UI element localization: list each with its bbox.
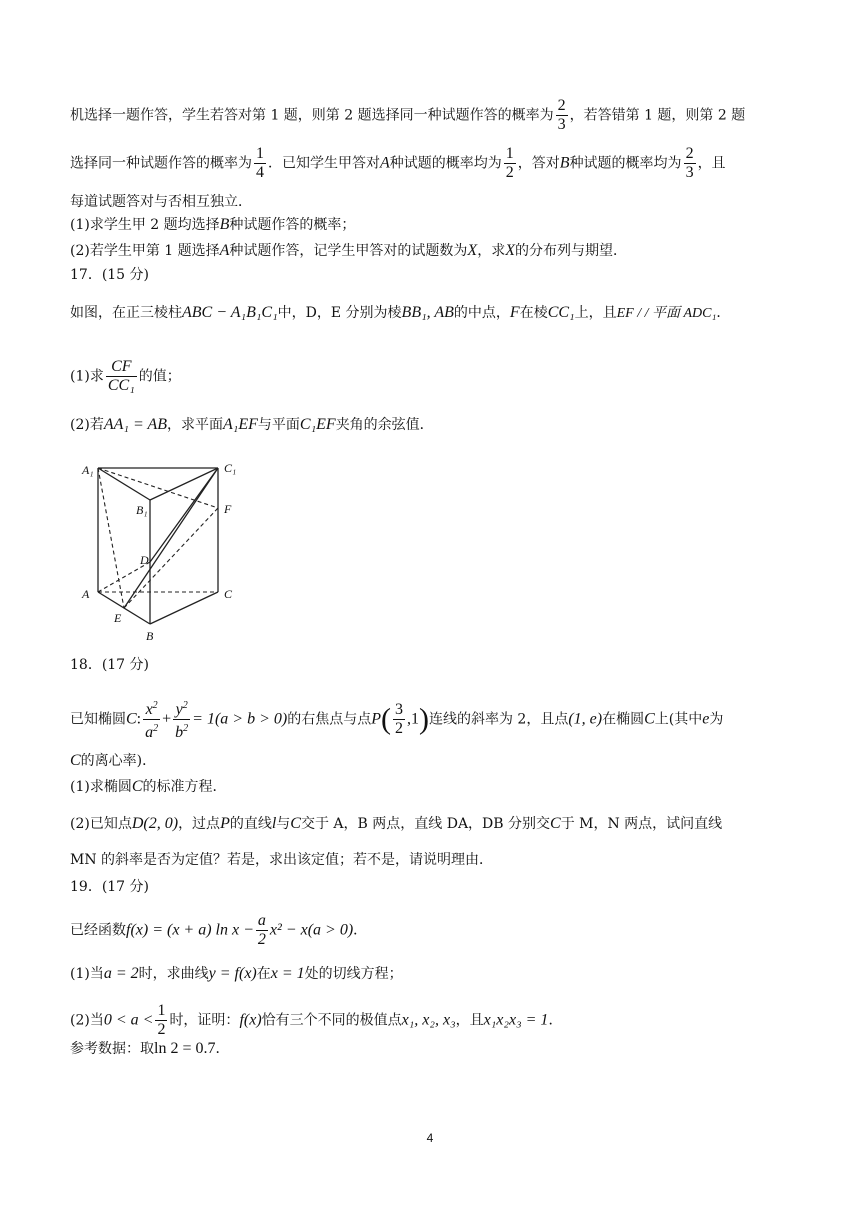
q18-stem-cont	[70, 751, 156, 771]
numerator: 3	[394, 701, 403, 718]
var: P	[220, 815, 230, 832]
q19-heading: 19．(17 分)	[70, 879, 150, 895]
value: ln 2 = 0.7	[154, 1040, 216, 1057]
var: A	[380, 154, 390, 172]
parallel: EF / / 平面 ADC₁	[616, 306, 717, 321]
coord: ,1	[406, 710, 419, 728]
q18-part-2	[70, 814, 722, 834]
text: ，若答错第 1 题，则第 2 题	[569, 107, 746, 124]
function: f(x) = (x + a) ln x −	[126, 921, 254, 939]
product: x₁x₂x₃ = 1	[483, 1011, 549, 1029]
line-a1e	[98, 468, 124, 608]
text: 选择同一种试题作答的概率为	[70, 155, 252, 172]
q18-heading: 18．(17 分)	[70, 657, 150, 673]
condition: a = 2	[103, 965, 139, 982]
fraction	[106, 358, 137, 395]
numerator: CF	[106, 358, 137, 377]
q16-part-2	[70, 241, 627, 261]
text: 与平面	[257, 417, 300, 433]
fraction: $\frac{y^2}{b^2}$	[173, 697, 190, 742]
text: 处的切线方程；	[304, 966, 403, 982]
line-ef	[124, 508, 218, 608]
numerator: a	[257, 912, 266, 929]
text: ．	[716, 305, 731, 321]
text: 夹角的余弦值．	[335, 417, 434, 433]
q19-part-1	[70, 964, 403, 984]
var: C	[131, 778, 143, 795]
plane: A₁EF	[223, 416, 258, 433]
q16-part-1	[70, 215, 355, 235]
text: 在椭圆	[602, 711, 645, 728]
var: X	[505, 242, 515, 259]
text: 种试题的概率均为	[389, 155, 502, 172]
edge-bc	[150, 592, 218, 624]
text: 中，D，E 分别为棱	[277, 305, 402, 321]
points: x₁, x₂, x₃	[401, 1011, 456, 1029]
condition: x = 1	[270, 965, 305, 982]
text: 种试题作答，记学生甲答对的试题数为	[229, 243, 468, 259]
text: (1)求	[70, 368, 104, 385]
text: ，过点	[178, 816, 221, 832]
text: (1)当	[70, 966, 104, 982]
edges: BB₁, AB	[401, 304, 454, 321]
fraction	[684, 145, 696, 182]
text: ，且	[697, 155, 726, 172]
text: 的右焦点与点	[287, 711, 372, 728]
prism: ABC − A₁B₁C₁	[182, 304, 278, 321]
q16-line-3: 每道试题答对与否相互独立．	[70, 194, 252, 210]
var: C	[550, 815, 561, 832]
var: C	[644, 710, 655, 728]
text: ，答对	[517, 155, 560, 172]
text: 时，证明：	[169, 1012, 240, 1029]
var: X	[467, 242, 478, 259]
var: B	[559, 154, 570, 172]
q18-stem: 已知椭圆C: $\frac{x^2}{a^2}$ + $\frac{y^2}{b^2}$ = 1(a > b > 0)的右焦点与点P( $\frac{3}{2}$ ,1)连线的斜率为 2，且点(1, e)在椭圆C上(其中e为	[70, 697, 723, 742]
q18-part-2-cont: MN 的斜率是否为定值？若是，求出该定值；若不是，请说明理由．	[70, 852, 494, 868]
text: 种试题作答的概率；	[229, 217, 356, 233]
edge: CC₁	[547, 304, 575, 321]
text: 的标准方程．	[142, 779, 227, 795]
denominator: 3	[557, 116, 566, 133]
ellipse-condition: = 1(a > b > 0)	[192, 710, 288, 728]
q17-stem	[70, 303, 730, 324]
text: 的离心率)．	[80, 753, 157, 769]
label-a: A	[82, 587, 90, 601]
label-a1: A₁	[82, 463, 94, 477]
q17-part-1	[70, 358, 181, 395]
text: 的分布列与期望．	[514, 243, 627, 259]
var: F	[509, 304, 520, 321]
point: (1, e)	[568, 710, 603, 728]
text: ．	[353, 922, 368, 939]
numerator: 2	[557, 97, 566, 114]
text: (1)求学生甲 2 题均选择	[70, 217, 220, 233]
text: 机选择一题作答，学生若答对第 1 题，则第 2 题选择同一种试题作答的概率为	[70, 107, 554, 124]
label-c1: C₁	[224, 461, 237, 475]
var: C	[70, 752, 81, 769]
line-a1f	[98, 468, 218, 508]
fraction	[556, 97, 568, 134]
denominator: 2	[394, 720, 403, 737]
page-number: 4	[426, 1131, 434, 1145]
prism-figure	[78, 458, 248, 648]
denominator: 2	[257, 931, 266, 948]
text: 上，且	[574, 305, 617, 321]
label-b: B	[146, 629, 154, 643]
text: 已经函数	[70, 922, 126, 939]
denominator: 4	[256, 164, 264, 181]
var: C	[126, 710, 137, 728]
text: 连线的斜率为 2，且点	[428, 711, 569, 728]
label-e: E	[114, 611, 122, 625]
var: l	[271, 815, 277, 832]
text: 的值；	[138, 368, 181, 385]
denominator: 2	[157, 1021, 166, 1038]
label-c: C	[224, 587, 233, 601]
q17-heading: 17．(15 分)	[70, 267, 150, 283]
text: (2)当	[70, 1012, 104, 1029]
text: 种试题的概率均为	[569, 155, 682, 172]
curve: y = f(x)	[208, 965, 257, 982]
condition: AA₁ = AB	[103, 416, 168, 433]
numerator: 2	[685, 145, 694, 162]
var: A	[219, 242, 230, 259]
text: ，求	[477, 243, 506, 259]
text: 为	[709, 711, 724, 728]
text: (2)若	[70, 417, 104, 433]
text: (1)求椭圆	[70, 779, 132, 795]
text: 时，求曲线	[138, 966, 209, 982]
text: (2)若学生甲第 1 题选择	[70, 243, 220, 259]
text: ，求平面	[167, 417, 224, 433]
text: 已知椭圆	[70, 711, 126, 728]
var: B	[219, 216, 230, 233]
denominator: 2	[505, 164, 514, 181]
q16-line-2	[70, 145, 726, 182]
text: 参考数据：取	[70, 1041, 154, 1057]
text: 的中点，	[453, 305, 510, 321]
q19-reference: 参考数据：取ln 2 = 0.7．	[70, 1040, 230, 1057]
text: 如图，在正三棱柱	[70, 305, 182, 321]
text: 上(其中	[654, 711, 703, 728]
q19-part-2: (2)当0 < a < $\frac{1}{2}$ 时，证明：f(x)恰有三个不同的极值点x₁, x₂, x₃，且x₁x₂x₃ = 1．	[70, 1002, 563, 1038]
line-ec1	[124, 468, 218, 608]
text: 恰有三个不同的极值点	[261, 1012, 402, 1029]
fraction	[504, 145, 516, 182]
text: ．已知学生甲答对	[268, 155, 380, 172]
q16-line-1	[70, 97, 745, 134]
label-b1: B₁	[136, 503, 148, 517]
q18-part-1	[70, 777, 227, 797]
numerator: 1	[157, 1002, 166, 1019]
text: (2)已知点	[70, 816, 132, 832]
fraction: $\frac{x^2}{a^2}$	[143, 697, 160, 742]
q19-stem	[70, 912, 367, 949]
point: D(2, 0)	[131, 815, 179, 832]
edge-a1b1	[98, 468, 150, 500]
plane: C₁EF	[299, 416, 336, 433]
text: 于 M，N 两点，试问直线	[560, 816, 723, 832]
fraction	[254, 145, 266, 182]
var: P	[371, 710, 381, 728]
fraction	[155, 1002, 167, 1039]
denominator: CC₁	[107, 377, 135, 394]
text: 在	[256, 966, 271, 982]
q17-part-2	[70, 415, 434, 435]
text: 的直线	[229, 816, 272, 832]
text: ，且	[455, 1012, 484, 1029]
var: C	[290, 815, 301, 832]
fraction	[393, 701, 405, 738]
function-tail: x² − x(a > 0)	[269, 921, 354, 939]
numerator: 1	[256, 145, 264, 162]
denominator: 3	[685, 164, 694, 181]
label-d: D	[140, 553, 149, 567]
fraction	[256, 912, 268, 949]
text: 交于 A，B 两点，直线 DA，DB 分别交	[300, 816, 551, 832]
text: 在棱	[519, 305, 548, 321]
text: 与	[276, 816, 291, 832]
label-f: F	[224, 502, 232, 516]
function: f(x)	[239, 1011, 262, 1029]
var: e	[702, 710, 710, 728]
range: 0 < a <	[103, 1011, 154, 1029]
numerator: 1	[505, 145, 514, 162]
